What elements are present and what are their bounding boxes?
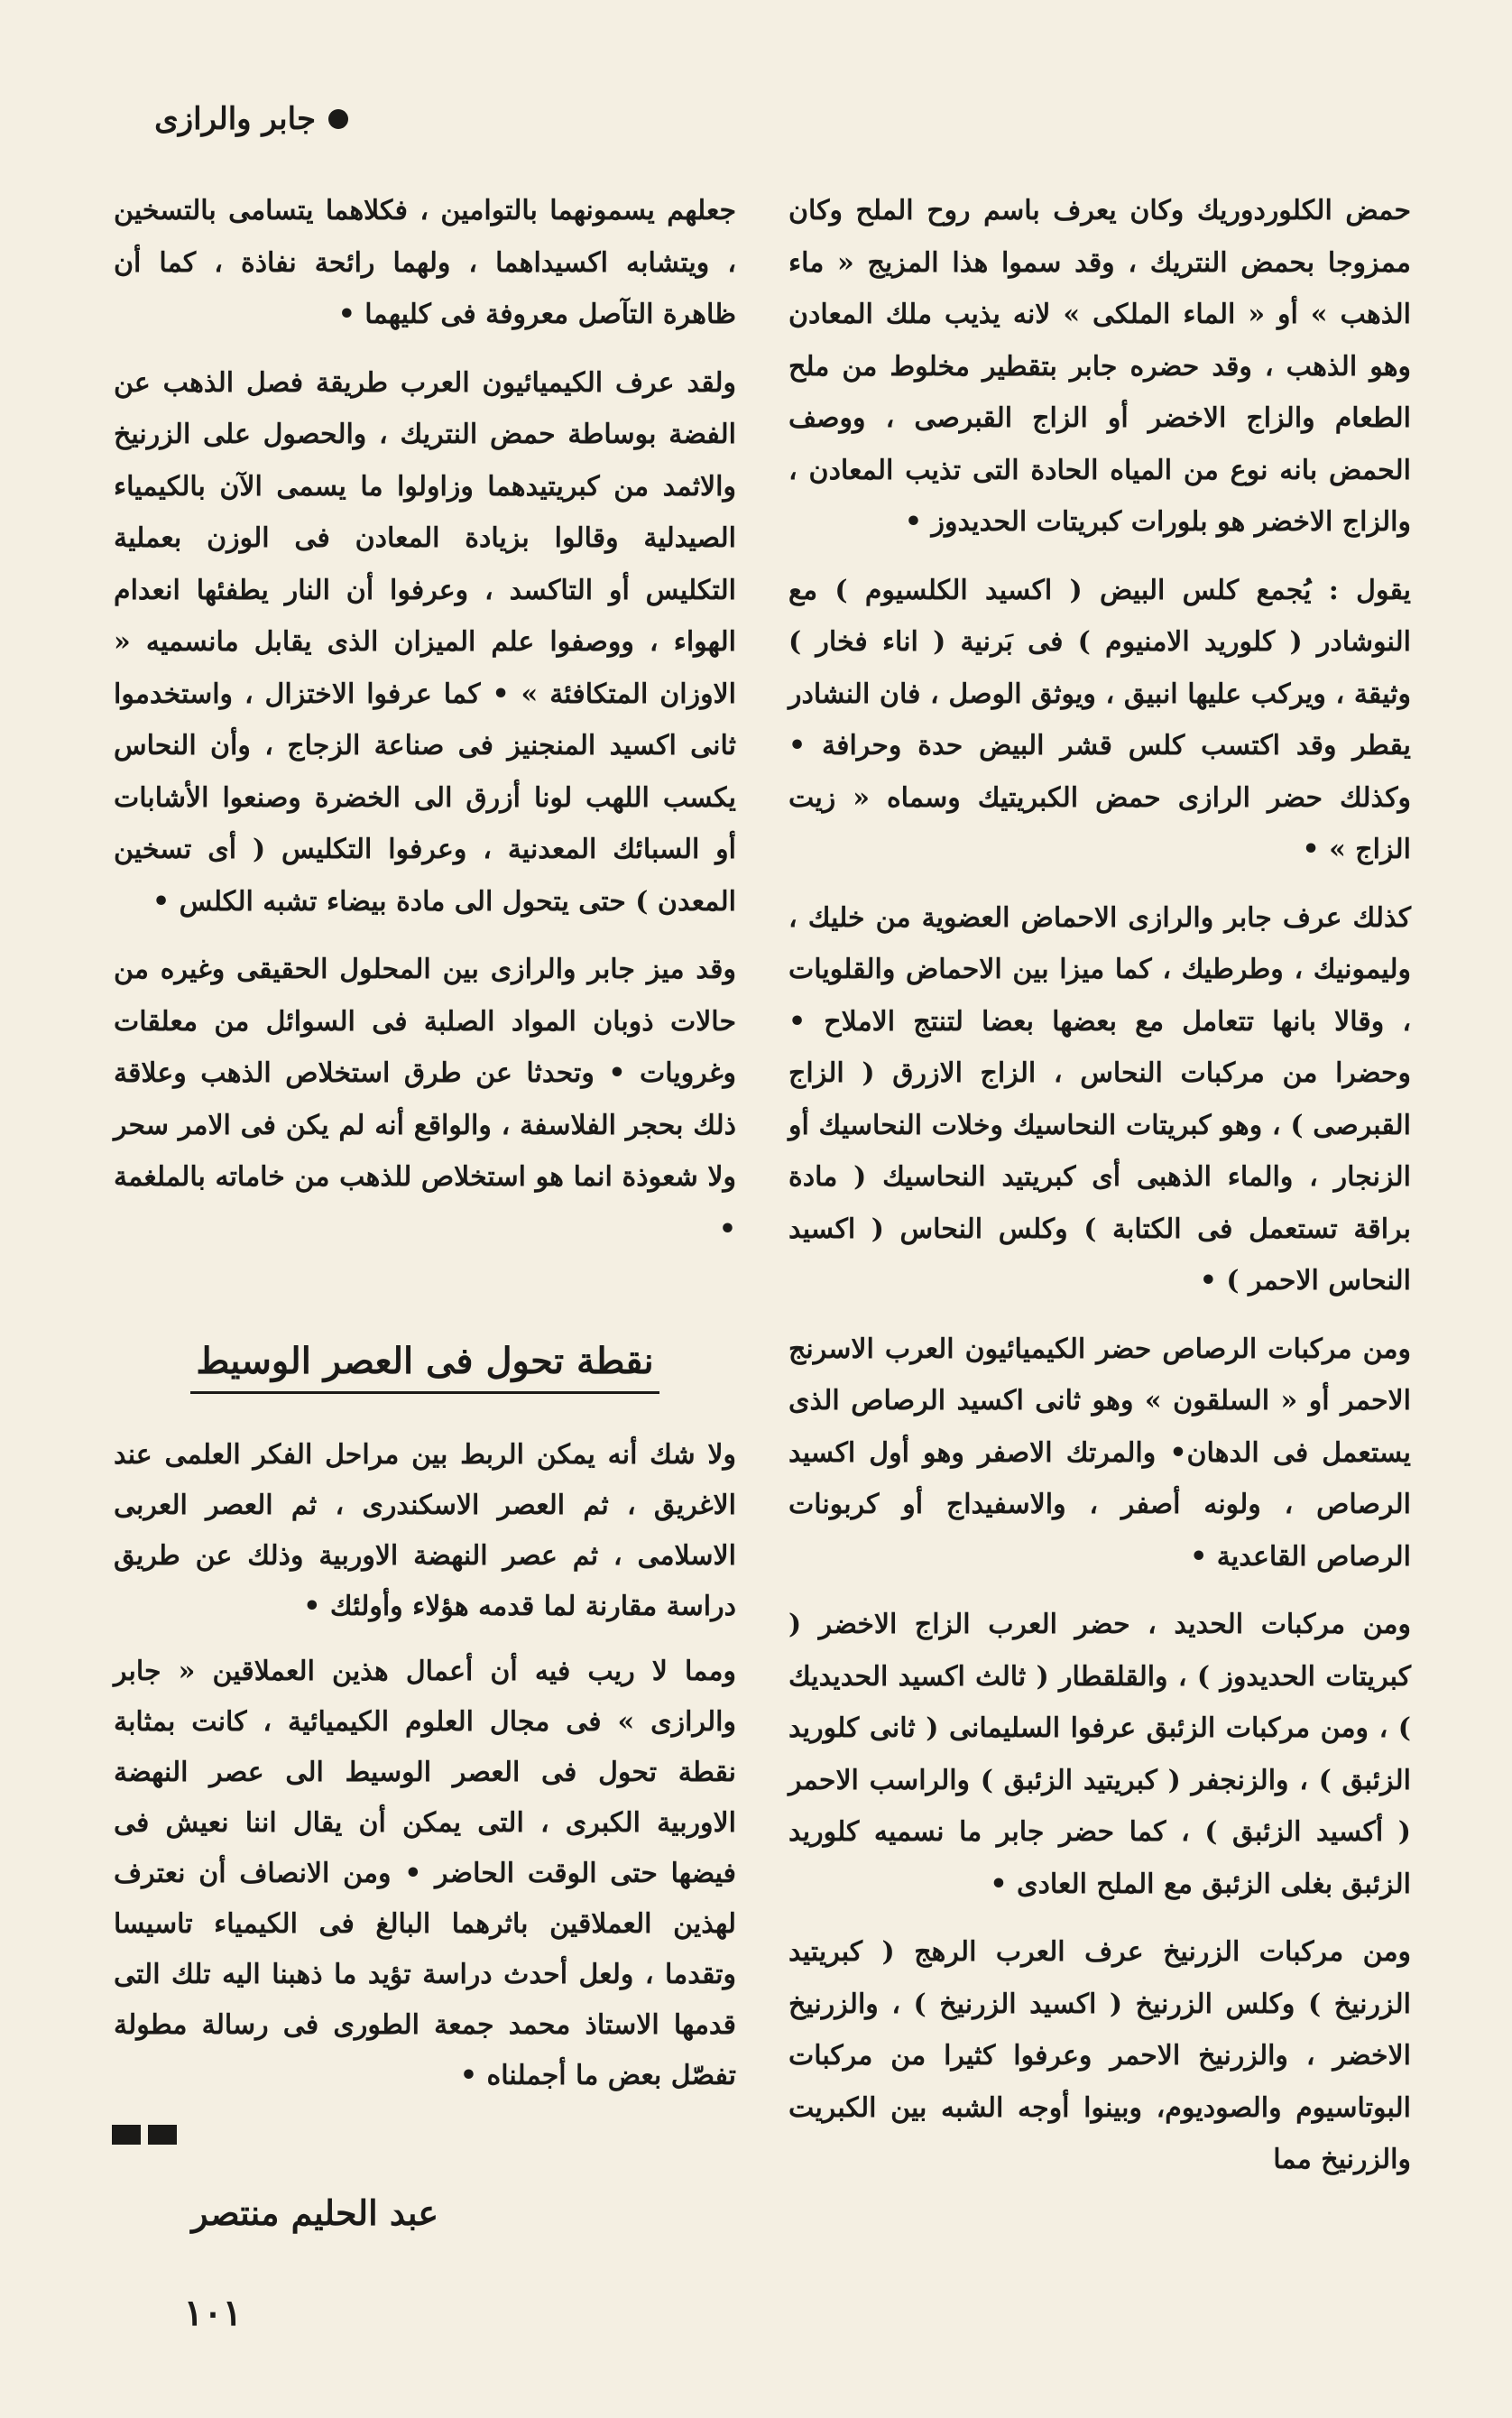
left-column-bottom bbox=[114, 1430, 736, 2116]
paragraph: وقد ميز جابر والرازى بين المحلول الحقيقى وغيره من حالات ذوبان المواد الصلبة فى السوائل من معلقات وغرويات • وتحدثا عن طرق استخلاص الذهب وعلاقة ذلك بحجر الفلاسفة ، والواقع أنه لم يكن فى الامر سحر ولا شعوذة انما هو استخلاص للذهب من خاماته بالملغمة • bbox=[114, 954, 736, 1245]
paragraph: ومن مركبات الرصاص حضر الكيميائيون العرب الاسرنج الاحمر أو « السلقون » وهو ثانى اكسيد الرصاص الذى يستعمل فى الدهان• والمرتك الاصفر وهو أول اكسيد الرصاص ، ولونه أصفر ، والاسفيداج أو كربونات الرصاص القاعدية • bbox=[788, 1333, 1411, 1573]
page-number: ١٠١ bbox=[183, 2292, 243, 2334]
paragraph: جعلهم يسمونهما بالتوامين ، فكلاهما يتسامى بالتسخين ، ويتشابه اكسيداهما ، ولهما رائحة نفاذة ، كما أن ظاهرة التآصل معروفة فى كليهما • bbox=[114, 195, 736, 330]
paragraph: ومن مركبات الزرنيخ عرف العرب الرهج ( كبريتيد الزرنيخ ) وكلس الزرنيخ ( اكسيد الزرنيخ ) ، والزرنيخ الاخضر ، والزرنيخ الاحمر وعرفوا كثيرا من مركبات البوتاسيوم والصوديوم، وبينوا أوجه الشبه بين الكبريت والزرنيخ مما bbox=[788, 1936, 1411, 2175]
end-square-icon bbox=[148, 2125, 177, 2145]
paragraph: ولقد عرف الكيميائيون العرب طريقة فصل الذهب عن الفضة بوساطة حمض النتريك ، والحصول على الزرنيخ والاثمد من كبريتيدهما وزاولوا ما يسمى الآن بالكيمياء الصيدلية وقالوا بزيادة المعادن فى الوزن بعملية التكليس أو التاكسد ، وعرفوا أن النار يطفئها انعدام الهواء ، ووصفوا علم الميزان الذى يقابل مانسميه « الاوزان المتكافئة » • كما عرفوا الاختزال ، واستخدموا ثانى اكسيد المنجنيز فى صناعة الزجاج ، وأن النحاس يكسب اللهب لونا أزرق الى الخضرة وصنعوا الأشابات أو السبائك المعدنية ، وعرفوا التكليس ( أى تسخين المعدن ) حتى يتحول الى مادة بيضاء تشبه الكلس • bbox=[114, 366, 736, 918]
paragraph: ومن مركبات الحديد ، حضر العرب الزاج الاخضر ( كبريتات الحديدوز ) ، والقلقطار ( ثالث اكسيد الحديديك ) ، ومن مركبات الزئبق عرفوا السليمانى ( ثانى كلوريد الزئبق ) ، والزنجفر ( كبريتيد الزئبق ) والراسب الاحمر ( أكسيد الزئبق ) ، كما حضر جابر ما نسميه كلوريد الزئبق بغلى الزئبق مع الملح العادى • bbox=[788, 1609, 1411, 1900]
author-name: عبد الحليم منتصر bbox=[191, 2192, 438, 2233]
running-head-text: جابر والرازى bbox=[154, 101, 316, 137]
paragraph: كذلك عرف جابر والرازى الاحماض العضوية من خليك ، وليمونيك ، وطرطيك ، كما ميزا بين الاحماض والقلويات ، وقالا بانها تتعامل مع بعضها بعضا لتنتج الاملاح • وحضرا من مركبات النحاس ، الزاج الازرق ( الزاج القبرصى ) ، وهو كبريتات النحاسيك وخلات النحاسيك أو الزنجار ، والماء الذهبى أى كبريتيد النحاسيك ( مادة براقة تستعمل فى الكتابة ) وكلس النحاس ( اكسيد النحاس الاحمر ) • bbox=[788, 901, 1411, 1297]
left-column-top bbox=[114, 185, 736, 1271]
paragraph: ومما لا ريب فيه أن أعمال هذين العملاقين « جابر والرازى » فى مجال العلوم الكيميائية ، كانت بمثابة نقطة تحول فى العصر الوسيط الى عصر النهضة الاوربية الكبرى ، التى يمكن أن يقال اننا نعيش فى فيضها حتى الوقت الحاضر • ومن الانصاف أن نعترف لهذين العملاقين باثرهما البالغ فى الكيمياء تاسيسا وتقدما ، ولعل أحدث دراسة تؤيد ما ذهبنا اليه تلك التى قدمها الاستاذ محمد جمعة الطورى فى رسالة مطولة تفصّل بعض ما أجملناه • bbox=[114, 1656, 736, 2091]
end-square-icon bbox=[112, 2125, 141, 2145]
end-of-article-mark bbox=[105, 2125, 177, 2152]
bullet-icon bbox=[328, 109, 348, 129]
paragraph: حمض الكلوردوريك وكان يعرف باسم روح الملح وكان ممزوجا بحمض النتريك ، وقد سموا هذا المزيج « ماء الذهب » أو « الماء الملكى » لانه يذيب ملك المعادن وهو الذهب ، وقد حضره جابر بتقطير مخلوط من ملح الطعام والزاج الاخضر أو الزاج القبرصى ، ووصف الحمض بانه نوع من المياه الحادة التى تذيب المعادن ، والزاج الاخضر هو بلورات كبريتات الحديدوز • bbox=[788, 195, 1411, 538]
paragraph: ولا شك أنه يمكن الربط بين مراحل الفكر العلمى عند الاغريق ، ثم العصر الاسكندرى ، ثم العصر العربى الاسلامى ، ثم عصر النهضة الاوربية وذلك عن طريق دراسة مقارنة لما قدمه هؤلاء وأولئك • bbox=[114, 1439, 736, 1622]
section-heading: نقطة تحول فى العصر الوسيط bbox=[190, 1340, 659, 1394]
right-column bbox=[788, 185, 1411, 2202]
paragraph: يقول : يُجمع كلس البيض ( اكسيد الكلسيوم ) مع النوشادر ( كلوريد الامنيوم ) فى بَرنية ( اناء فخار ) وثيقة ، ويركب عليها انبيق ، ويوثق الوصل ، فان النشادر يقطر وقد اكتسب كلس قشر البيض حدة وحرافة • وكذلك حضر الرازى حمض الكبريتيك وسماه « زيت الزاج » • bbox=[788, 574, 1411, 865]
running-head bbox=[96, 101, 348, 137]
